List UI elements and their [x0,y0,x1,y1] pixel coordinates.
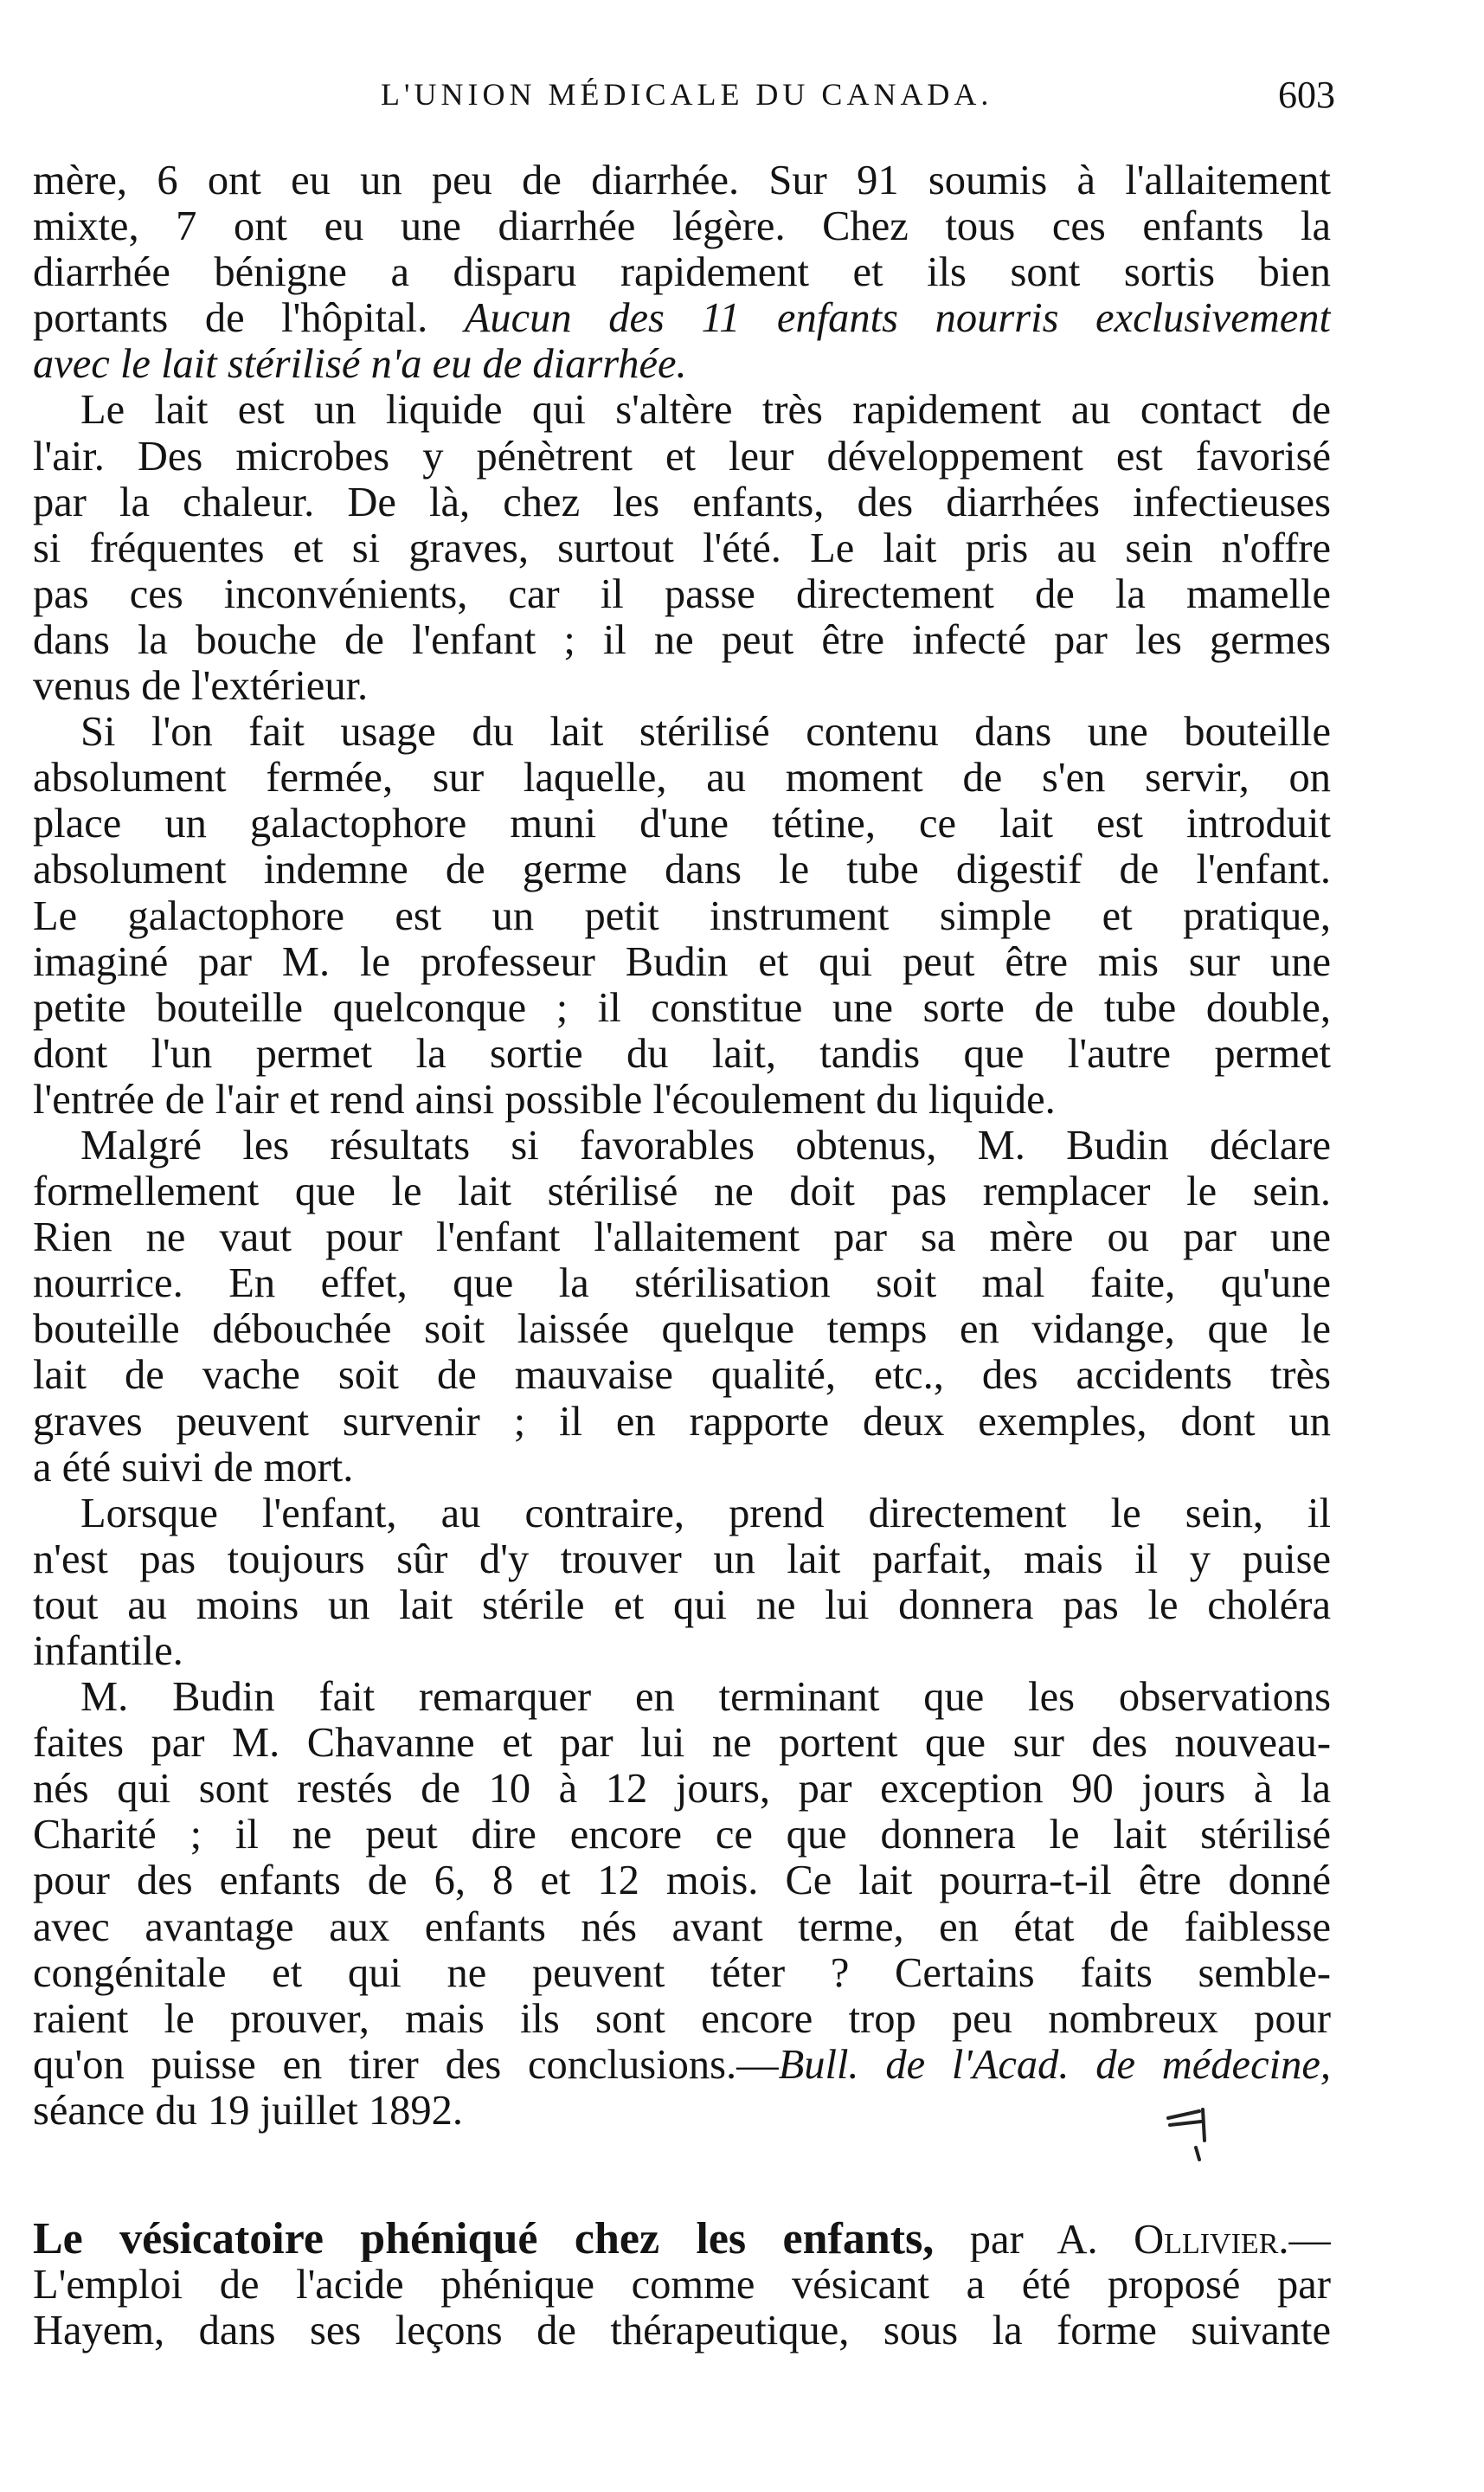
text-line: lait de vache soit de mauvaise qualité, etc., des accidents très [33,1352,1331,1399]
text-line: avec avantage aux enfants nés avant terme, en état de faiblesse [33,1903,1331,1950]
running-title: L'UNION MÉDICALE DU CANADA. [381,77,993,112]
page-header [0,76,1484,128]
section-title: Le vésicatoire phéniqué chez les enfants, [33,2216,935,2263]
page-number: 603 [1278,74,1335,116]
text-line [33,2042,1331,2088]
text-line: pas ces inconvénients, car il passe directement de la mamelle [33,570,1331,617]
ink-mark-icon [1161,2099,1213,2168]
byline-suffix: .— [1278,2217,1331,2263]
text-line: nés qui sont restés de 10 à 12 jours, par exception 90 jours à la [33,1766,1331,1813]
text-line: par la chaleur. De là, chez les enfants, des diarrhées infectieuses [33,479,1331,525]
text-line: place un galactophore muni d'une tétine, ce lait est introduit [33,801,1331,847]
text-line: l'entrée de l'air et rend ainsi possible l'écoulement du liquide. [33,1076,1056,1123]
paragraph-start: Si l'on fait usage du lait stérilisé contenu dans une bouteille [80,709,1331,756]
text-line: imaginé par M. le professeur Budin et qui peut être mis sur une [33,938,1331,985]
text-line: faites par M. Chavanne et par lui ne portent que sur des nouveau- [33,1720,1331,1767]
text-line: infantile. [33,1628,183,1674]
text-line: formellement que le lait stérilisé ne doit pas remplacer le sein. [33,1169,1331,1215]
text-line: Charité ; il ne peut dire encore ce que donnera le lait stérilisé [33,1812,1331,1858]
text-line [33,295,1331,341]
text-line: congénitale et qui ne peuvent téter ? Certains faits semble- [33,1949,1331,1996]
text-line: séance du 19 juillet 1892. [33,2087,464,2134]
paragraph-start: Le lait est un liquide qui s'altère très rapidement au contact de [80,387,1331,434]
text-line: venus de l'extérieur. [33,663,369,710]
text-line: Hayem, dans ses leçons de thérapeutique, sous la forme suivante [33,2308,1331,2354]
paragraph-start: Lorsque l'enfant, au contraire, prend directement le sein, il [80,1490,1331,1536]
text-line: n'est pas toujours sûr d'y trouver un lait parfait, mais il y puise [33,1536,1331,1582]
emphasis-line: avec le lait stérilisé n'a eu de diarrhée. [33,341,687,388]
text-line: a été suivi de mort. [33,1444,354,1491]
text-line: dans la bouche de l'enfant ; il ne peut être infecté par les germes [33,616,1331,663]
text-line: absolument fermée, sur laquelle, au moment de s'en servir, on [33,755,1331,802]
paragraph-start: Malgré les résultats si favorables obtenus, M. Budin déclare [80,1122,1331,1169]
text-line: diarrhée bénigne a disparu rapidement et ils sont sortis bien [33,249,1331,296]
citation-text: Bull. de l'Acad. de médecine, [778,2041,1331,2088]
author-name: Ollivier [1134,2217,1279,2263]
text-line: l'air. Des microbes y pénètrent et leur développement est favorisé [33,433,1331,480]
text-line: bouteille débouchée soit laissée quelque temps en vidange, que le [33,1306,1331,1353]
text-line: graves peuvent survenir ; il en rapporte deux exemples, dont un [33,1398,1331,1445]
text-run: qu'on puisse en tirer des conclusions.— [33,2041,779,2088]
text-run: portants de l'hôpital. [33,295,465,342]
text-line: absolument indemne de germe dans le tube digestif de l'enfant. [33,847,1331,893]
text-line: L'emploi de l'acide phénique comme vésicant a été proposé par [33,2262,1331,2308]
emphasis-text: Aucun des 11 enfants nourris exclusivement [464,295,1331,342]
section-divider-space [33,2134,1331,2216]
text-line: dont l'un permet la sortie du lait, tandis que l'autre permet [33,1030,1331,1077]
byline-prefix: par A. [934,2217,1134,2263]
text-line: petite bouteille quelconque ; il constitue une sorte de tube double, [33,984,1331,1031]
text-line: mixte, 7 ont eu une diarrhée légère. Chez tous ces enfants la [33,203,1331,250]
text-line: Le galactophore est un petit instrument simple et pratique, [33,892,1331,939]
text-line: tout au moins un lait stérile et qui ne lui donnera pas le choléra [33,1581,1331,1628]
paragraph-start: M. Budin fait remarquer en terminant que les observations [80,1674,1331,1721]
text-line: Rien ne vaut pour l'enfant l'allaitement par sa mère ou par une [33,1214,1331,1261]
text-line: raient le prouver, mais ils sont encore trop peu nombreux pour [33,1995,1331,2042]
article-body [33,158,1331,2354]
text-line: pour des enfants de 6, 8 et 12 mois. Ce lait pourra-t-il être donné [33,1858,1331,1904]
text-line: nourrice. En effet, que la stérilisation soit mal faite, qu'une [33,1260,1331,1307]
text-line: si fréquentes et si graves, surtout l'été. Le lait pris au sein n'offre [33,525,1331,571]
text-line: mère, 6 ont eu un peu de diarrhée. Sur 91 soumis à l'allaitement [33,158,1331,203]
section-heading-line [33,2216,1331,2262]
